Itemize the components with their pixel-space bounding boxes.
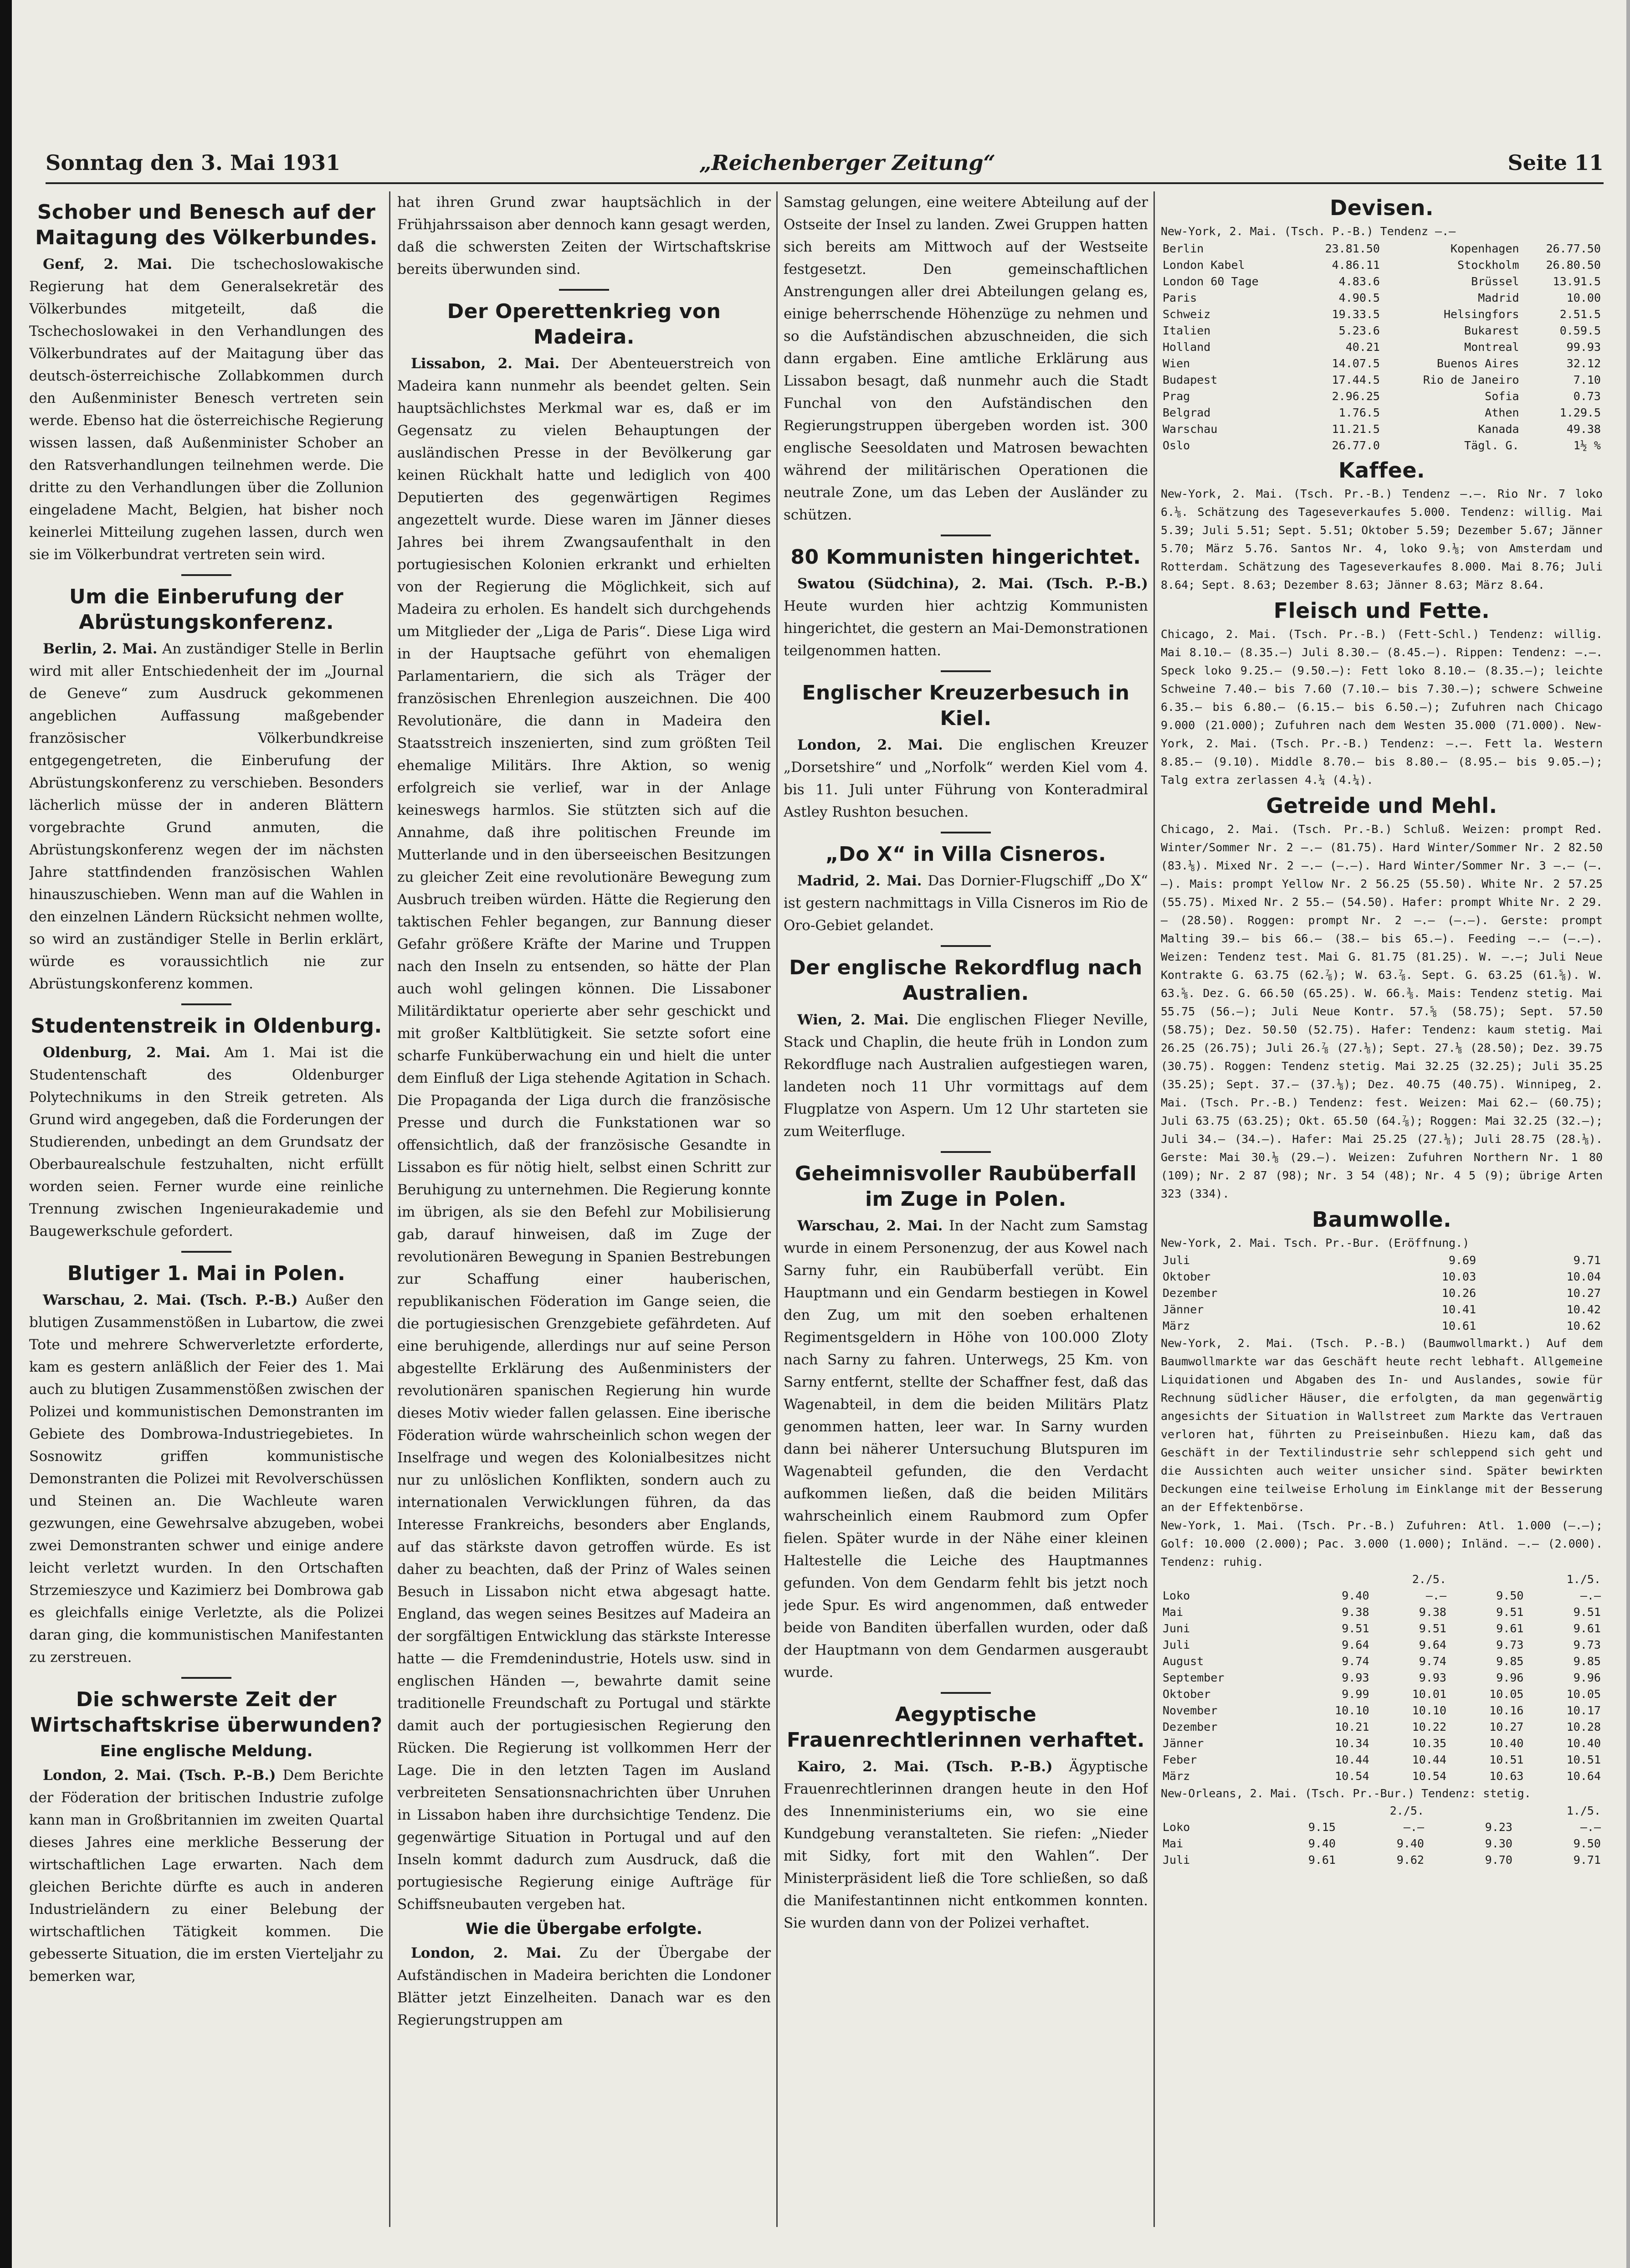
table-row: [1161, 241, 1603, 257]
table-cell: Loko: [1163, 1821, 1190, 1834]
article-body: [784, 1009, 1148, 1143]
table-cell: Juli: [1163, 1638, 1190, 1651]
article-text: In der Nacht zum Samstag wurde in einem Personenzug, der aus Kowel nach Sarny fuhr, ein Raubüberfall verübt. Ein Hauptmann und ein Gendarm bestiegen in Kowel den Zug, um mit den soeben erhaltenen Regimentsgeldern in Höhe von 100.000 Zloty nach Sarny zu fahren. Unterwegs, 25 Km. von Sarny entfernt, stellte der Schaffner fest, daß das Wagenabteil, in dem die beiden Militärs Platz genommen hatten, leer war. In Sarny wurden dann bei näherer Untersuchung Blutspuren im Wagenabteil gefunden, die den Verdacht aufkommen ließen, daß die beiden Militärs wahrscheinlich einem Raubmord zum Opfer fielen. Später wurde in der Nähe einer kleinen Haltestelle die Leiche des Hauptmannes gefunden. Von dem Gendarm fehlt bis jetzt noch jede Spur. Es wird angenommen, daß entweder beide von Banditen überfallen wurden, oder daß der Hauptmann von dem Gendarmen ausgeraubt wurde.: [784, 1218, 1148, 1681]
article-continuation: hat ihren Grund zwar hauptsächlich in der Frühjahrssaison aber dennoch kann gesagt werden, daß die schwersten Zeiten der Wirtschaftskrise bereits überwunden sind.: [397, 194, 771, 278]
table-cell: 9.85: [1573, 1655, 1601, 1668]
table-cell: Mai: [1163, 1837, 1184, 1850]
article-text: Am 1. Mai ist die Studentenschaft des Oldenburger Polytechnikums in den Streik getreten. Als Grund wird angegeben, daß die Forderungen der Studierenden, unbedingt an dem Grundsatz der Oberbaurealschule festzuhalten, nicht erfüllt worden seien. Ferner wurde eine reinliche Trennung zwischen Ingenieurakademie und Baugewerkschule gefordert.: [29, 1044, 384, 1239]
table-cell: 10.54: [1335, 1769, 1369, 1783]
table-cell: Warschau: [1163, 422, 1218, 436]
devisen-table: [1161, 241, 1603, 454]
table-cell: 9.62: [1396, 1853, 1424, 1867]
table-cell: —.—: [1580, 1821, 1601, 1834]
table-cell: 5.23.6: [1338, 324, 1380, 337]
market-section-kaffee: [1161, 458, 1603, 594]
table-cell: 17.44.5: [1332, 373, 1380, 386]
column-4-markets: [1161, 191, 1603, 2227]
article-dateline: Genf, 2. Mai.: [43, 256, 173, 273]
article: [397, 299, 771, 2031]
table-row: [1161, 1819, 1603, 1836]
table-cell: 9.93: [1419, 1671, 1446, 1684]
table-cell: August: [1163, 1655, 1204, 1668]
article-separator: [941, 1692, 991, 1694]
column-rule: [1153, 191, 1155, 2227]
table-cell: 9.96: [1573, 1671, 1601, 1684]
article: [784, 1702, 1148, 1934]
table-cell: 9.51: [1496, 1605, 1524, 1619]
article-dateline: Warschau, 2. Mai. (Tsch. P.-B.): [43, 1292, 298, 1308]
table-cell: 10.05: [1566, 1687, 1601, 1701]
article-separator: [941, 945, 991, 947]
article-continuation: Samstag gelungen, eine weitere Abteilung auf der Ostseite der Insel zu landen. Zwei Gruppen hatten sich bereits am Mittwoch auf der Westseite festgesetzt. Den gemeinschaftlichen Anstrengungen aller drei Abteilungen gelang es, einige beherrschende Höhenzüge zu nehmen und so die Aufständischen abzuschneiden, die sich dann ergaben. Eine amtliche Erklärung aus Lissabon besagt, daß nunmehr auch die Stadt Funchal von den Aufständischen den Regierungstruppen übergeben worden ist. 300 englische Seesoldaten und Matrosen bewachten während der militärischen Operationen die neutrale Zone, um das Leben der Ausländer zu schützen.: [784, 194, 1148, 523]
table-cell: 10.21: [1335, 1720, 1369, 1733]
article-body: [784, 1756, 1148, 1934]
table-row: [1161, 1702, 1603, 1719]
article-dateline: Swatou (Südchina), 2. Mai. (Tsch. P.-B.): [797, 576, 1148, 592]
column-header: 2./5.: [1412, 1573, 1446, 1586]
table-cell: 10.00: [1566, 291, 1601, 304]
article-dateline: Lissabon, 2. Mai.: [411, 355, 560, 372]
table-cell: 9.61: [1496, 1622, 1524, 1635]
table-row: [1161, 1637, 1603, 1653]
table-row: [1161, 1653, 1603, 1670]
table-cell: 9.61: [1573, 1622, 1601, 1635]
table-cell: London 60 Tage: [1163, 275, 1259, 288]
table-cell: Berlin: [1163, 242, 1204, 255]
table-cell: Jänner: [1163, 1737, 1204, 1750]
article-body: [29, 1042, 384, 1243]
table-row: [1161, 1735, 1603, 1752]
table-cell: 9.40: [1342, 1589, 1369, 1602]
table-cell: 32.12: [1566, 357, 1601, 370]
table-row: [1161, 339, 1603, 355]
table-cell: 40.21: [1345, 340, 1380, 354]
table-cell: 9.61: [1308, 1853, 1336, 1867]
table-cell: 10.27: [1566, 1286, 1601, 1300]
table-cell: 10.17: [1566, 1704, 1601, 1717]
table-cell: 10.61: [1441, 1319, 1476, 1332]
article-dateline: Wien, 2. Mai.: [797, 1012, 909, 1028]
article-subheadline: Wie die Übergabe erfolgte.: [466, 1920, 702, 1938]
market-intro: New-York, 1. Mai. (Tsch. Pr.-B.) Zufuhren: Atl. 1.000 (—.—); Golf: 10.000 (2.000); Pac. 3.000 (1.000); Inländ. —.— (2.000). Tendenz: ruhig.: [1161, 1519, 1603, 1569]
table-cell: 9.38: [1419, 1605, 1446, 1619]
article-text: Die englischen Flieger Neville, Stack und Chaplin, die heute früh in London zum Rekordfluge nach Australien aufgestiegen waren, landeten noch 11 Uhr vormittags auf dem Flugplatze von Aspern. Um 12 Uhr starteten sie zum Weiterfluge.: [784, 1012, 1148, 1140]
table-cell: 9.70: [1485, 1853, 1512, 1867]
table-cell: Italien: [1163, 324, 1211, 337]
table-cell: 10.42: [1566, 1303, 1601, 1316]
table-cell: —.—: [1580, 1589, 1601, 1602]
article-headline: Geheimnisvoller Raubüberfall im Zuge in Polen.: [794, 1162, 1137, 1211]
table-cell: 9.15: [1308, 1821, 1336, 1834]
table-cell: Oktober: [1163, 1687, 1211, 1701]
market-intro: New-York, 2. Mai. Tsch. Pr.-Bur. (Eröffnung.): [1161, 1236, 1470, 1250]
article: [29, 584, 384, 995]
article-separator: [559, 289, 609, 291]
article-body: [29, 1289, 384, 1669]
article: [784, 1161, 1148, 1684]
table-row: [1161, 1836, 1603, 1852]
article-text: Heute wurden hier achtzig Kommunisten hingerichtet, die gestern an Mai-Demonstrationen teilgenommen hatten.: [784, 598, 1148, 659]
table-cell: 9.99: [1342, 1687, 1369, 1701]
table-cell: 99.93: [1566, 340, 1601, 354]
table-cell: Kanada: [1478, 422, 1519, 436]
article-headline: Der englische Rekordflug nach Australien.: [789, 956, 1143, 1005]
market-section-baumwolle: [1161, 1207, 1603, 1868]
table-row: [1161, 306, 1603, 323]
table-cell: 10.40: [1566, 1737, 1601, 1750]
header-masthead: „Reichenberger Zeitung“: [699, 150, 996, 175]
table-cell: 2.96.25: [1332, 390, 1380, 403]
article-separator: [941, 670, 991, 672]
article-dateline: London, 2. Mai. (Tsch. P.-B.): [43, 1767, 276, 1784]
market-section-devisen: [1161, 195, 1603, 454]
table-cell: 9.51: [1573, 1605, 1601, 1619]
table-cell: 10.03: [1441, 1270, 1476, 1283]
page-edge-right: [1626, 0, 1630, 2268]
table-cell: 10.51: [1566, 1753, 1601, 1766]
table-cell: 10.63: [1489, 1769, 1524, 1783]
table-cell: 9.73: [1496, 1638, 1524, 1651]
table-cell: 49.38: [1566, 422, 1601, 436]
table-cell: 10.04: [1566, 1270, 1601, 1283]
section-title: Baumwolle.: [1312, 1207, 1452, 1232]
table-cell: 1½ %: [1573, 439, 1601, 452]
market-section-getreide: [1161, 793, 1603, 1203]
table-cell: 9.30: [1485, 1837, 1512, 1850]
article-text: Die tschechoslowakische Regierung hat dem Generalsekretär des Völkerbundes mitgeteilt, daß die Tschechoslowakei in den Verhandlungen des Völkerbundrates auf der Maitagung über das deutsch-österreichische Zollabkommen durch den Außenminister Benesch vertreten sein werde. Ebenso hat die österreichische Regierung wissen lassen, daß Außenminister Schober an den Ratsverhandlungen teilnehmen werde. Die dritte zu den Verhandlungen über die Zollunion eingeladene Macht, Belgien, hat bisher noch keinerlei Mitteilung zugehen lassen, durch wen sie im Völkerbundrat vertreten sein wird.: [29, 256, 384, 563]
article-headline: Blutiger 1. Mai in Polen.: [67, 1262, 346, 1285]
table-cell: Stockholm: [1457, 258, 1519, 272]
article-headline: Schober und Benesch auf der Maitagung des Völkerbundes.: [35, 201, 378, 249]
table-cell: März: [1163, 1769, 1190, 1783]
market-text: Chicago, 2. Mai. (Tsch. Pr.-B.) Schluß. Weizen: prompt Red. Winter/Sommer Nr. 2 —.— (81.75). Hard Winter/Sommer Nr. 2 82.50 (83.⅛). Mixed Nr. 2 —.— (—.—). Hard Winter/Sommer Nr. 3 —.— (—.—). Mais: prompt Yellow Nr. 2 56.25 (55.50). White Nr. 2 57.25 (55.75). Mixed Nr. 2 55.— (54.50). Hafer: prompt White Nr. 2 29.— (28.50). Roggen: prompt Nr. 2 —.— (—.—). Gerste: prompt Malting 39.— bis 66.— (38.— bis 65.—). Feeding —.— (—.—). Weizen: Tendenz test. Mai G. 81.75 (81.25). W. —.—; Juli Neue Kontrakte G. 63.75 (62.⅞); W. 63.⅞. Sept. G. 63.25 (61.⅝). W. 63.⅝. Dez. G. 66.50 (65.25). W. 66.⅜. Mais: Tendenz stetig. Mai 55.75 (56.—); Juli Neue Kontr. 57.⅝ (58.75); Sept. 57.50 (58.75); Dez. 50.50 (52.75). Hafer: Tendenz: kaum stetig. Mai 26.25 (26.75); Juli 26.⅞ (27.⅛); Sept. 27.⅛ (28.50); Dez. 39.75 (30.75). Roggen: Tendenz stetig. Mai 32.25 (32.25); Juli 35.25 (35.25); Sept. 37.— (37.⅛); Dez. 40.75 (40.75). Winnipeg, 2. Mai. (Tsch. Pr.-B.) Tendenz: fest. Weizen: Mai 62.— (60.75); Juli 63.75 (63.25); Okt. 65.50 (64.⅞); Roggen: Mai 32.25 (32.—); Juli 34.— (34.—). Hafer: Mai 25.25 (27.⅛); Juli 28.75 (28.⅛). Gerste: Mai 30.⅛ (29.—). Weizen: Zufuhren Northern Nr. 1 80 (109); Nr. 2 87 (98); Nr. 3 54 (48); Nr. 4 5 (9); übrige Arten 323 (334).: [1161, 823, 1603, 1200]
table-cell: 0.73: [1573, 390, 1601, 403]
table-cell: 10.54: [1412, 1769, 1446, 1783]
table-cell: 7.10: [1573, 373, 1601, 386]
article-body: [784, 870, 1148, 937]
table-row: [1161, 388, 1603, 405]
table-row: [1161, 1670, 1603, 1686]
table-cell: Oktober: [1163, 1270, 1211, 1283]
table-cell: 1.76.5: [1338, 406, 1380, 419]
table-row: [1161, 421, 1603, 437]
table-cell: 13.91.5: [1553, 275, 1601, 288]
table-cell: 10.05: [1489, 1687, 1524, 1701]
table-cell: 23.81.50: [1325, 242, 1380, 255]
market-text: New-York, 2. Mai. (Tsch. P.-B.) (Baumwollmarkt.) Auf dem Baumwollmarkte war das Geschäft heute recht lebhaft. Allgemeine Liquidationen und Abgaben des In- und Auslandes, sowie für Rechnung südlicher Häuser, die erfolgten, da man gegenwärtig angesichts der Situation in Wallstreet zum Markte das Vertrauen verloren hat, führten zu Preiseinbußen. Hiezu kam, daß das Geschäft in der Textilindustrie sehr schleppend sich geht und die Aussichten auch weiter unsicher sind. Später bewirkten Deckungen eine teilweise Erholung im Einklange mit der Besserung an der Effektenbörse.: [1161, 1337, 1603, 1514]
table-cell: 10.64: [1566, 1769, 1601, 1783]
article: [784, 842, 1148, 937]
table-row: [1161, 257, 1603, 273]
table-cell: 26.77.50: [1546, 242, 1601, 255]
page-header: [46, 146, 1604, 182]
table-cell: 9.40: [1308, 1837, 1336, 1850]
article-headline: Studentenstreik in Oldenburg.: [31, 1014, 382, 1038]
table-cell: Madrid: [1478, 291, 1519, 304]
article-separator: [941, 535, 991, 536]
table-cell: Juni: [1163, 1622, 1190, 1635]
article: [29, 200, 384, 566]
article-headline: Englischer Kreuzerbesuch in Kiel.: [802, 681, 1130, 730]
table-cell: Prag: [1163, 390, 1190, 403]
table-row: [1161, 437, 1603, 454]
table-cell: Budapest: [1163, 373, 1218, 386]
table-cell: 4.90.5: [1338, 291, 1380, 304]
table-row: [1161, 323, 1603, 339]
column-header: 2./5.: [1389, 1804, 1424, 1817]
table-cell: Kopenhagen: [1451, 242, 1519, 255]
table-cell: 9.50: [1573, 1837, 1601, 1850]
table-cell: 4.83.6: [1338, 275, 1380, 288]
article-dateline: Oldenburg, 2. Mai.: [43, 1044, 210, 1061]
article-dateline: London, 2. Mai.: [411, 1945, 562, 1961]
article-body: [29, 253, 384, 566]
column-rule: [389, 191, 390, 2227]
table-cell: Holland: [1163, 340, 1211, 354]
header-page-number: Seite 11: [1507, 150, 1604, 175]
table-cell: 9.73: [1573, 1638, 1601, 1651]
table-cell: 10.51: [1489, 1753, 1524, 1766]
section-title: Kaffee.: [1338, 458, 1425, 483]
table-row: [1161, 1604, 1603, 1620]
table-row: [1161, 1318, 1603, 1334]
table-cell: 9.23: [1485, 1821, 1512, 1834]
table-cell: 9.69: [1448, 1254, 1476, 1267]
table-row: [1161, 1620, 1603, 1637]
table-cell: 9.74: [1419, 1655, 1446, 1668]
page-edge-left: [0, 0, 12, 2268]
article: [784, 955, 1148, 1143]
table-cell: 9.50: [1496, 1589, 1524, 1602]
table-cell: 9.64: [1419, 1638, 1446, 1651]
table-cell: Dezember: [1163, 1720, 1218, 1733]
table-cell: 10.22: [1412, 1720, 1446, 1733]
table-cell: 2.51.5: [1559, 308, 1601, 321]
article-text: Außer den blutigen Zusammenstößen in Lubartow, die zwei Tote und mehrere Schwerverletzte erforderte, kam es gestern anläßlich der Feier des 1. Mai auch zu blutigen Zusammenstößen zwischen der Polizei und kommunistischen Demonstranten im Gebiete des Dombrowa-Industriegebietes. In Sosnowitz griffen kommunistische Demonstranten die Polizei mit Revolverschüssen und Steinen an. Die Wachleute waren gezwungen, eine Gewehrsalve abzugeben, wobei zwei Demonstranten schwer und einige andere leicht verletzt wurden. In den Ortschaften Strzemieszyce und Kazimierz bei Dombrowa gab es gleichfalls einige Verletzte, als die Polizei daran ging, die kommunistischen Manifestanten zu zerstreuen.: [29, 1292, 384, 1666]
market-section-fleisch: [1161, 598, 1603, 789]
table-cell: Tägl. G.: [1464, 439, 1519, 452]
article-text: Zu der Übergabe der Aufständischen in Madeira berichten die Londoner Blätter jetzt Einzelheiten. Danach war es den Regierungstruppen am: [397, 1945, 771, 2028]
table-cell: 9.74: [1342, 1655, 1369, 1668]
table-cell: 10.10: [1335, 1704, 1369, 1717]
table-cell: Montreal: [1464, 340, 1519, 354]
table-cell: Buenos Aires: [1436, 357, 1519, 370]
table-cell: Rio de Janeiro: [1423, 373, 1519, 386]
table-cell: Feber: [1163, 1753, 1197, 1766]
table-row: [1161, 1686, 1603, 1702]
table-row: [1161, 355, 1603, 372]
article-body: [397, 1942, 771, 2031]
article: [29, 1261, 384, 1669]
table-cell: 10.10: [1412, 1704, 1446, 1717]
table-cell: 10.41: [1441, 1303, 1476, 1316]
article-subheadline: Eine englische Meldung.: [100, 1742, 313, 1760]
article-dateline: Warschau, 2. Mai.: [797, 1218, 943, 1234]
article-body: [397, 353, 771, 1916]
table-row: [1161, 1269, 1603, 1285]
table-cell: Juli: [1163, 1853, 1190, 1867]
article-dateline: London, 2. Mai.: [797, 737, 943, 753]
article-dateline: Kairo, 2. Mai. (Tsch. P.-B.): [797, 1759, 1053, 1775]
table-cell: 9.51: [1419, 1622, 1446, 1635]
table-cell: Jänner: [1163, 1303, 1204, 1316]
table-cell: 9.96: [1496, 1671, 1524, 1684]
column-3: [784, 191, 1148, 2227]
table-cell: 10.28: [1566, 1720, 1601, 1733]
table-row: [1161, 1852, 1603, 1868]
table-cell: Athen: [1485, 406, 1519, 419]
section-title: Getreide und Mehl.: [1266, 793, 1497, 818]
article-separator: [941, 832, 991, 833]
table-row: [1161, 1588, 1603, 1604]
table-cell: 10.26: [1441, 1286, 1476, 1300]
article-dateline: Madrid, 2. Mai.: [797, 873, 922, 889]
baumwolle-table-opening: [1161, 1252, 1603, 1334]
table-cell: Juli: [1163, 1254, 1190, 1267]
table-cell: 10.62: [1566, 1319, 1601, 1332]
column-header: 1./5.: [1566, 1573, 1601, 1586]
article-text: Die englischen Kreuzer „Dorsetshire“ und „Norfolk“ werden Kiel vom 4. bis 11. Juli unter Führung von Konteradmiral Astley Rushton besuchen.: [784, 737, 1148, 820]
table-cell: 10.01: [1412, 1687, 1446, 1701]
article-headline: Um die Einberufung der Abrüstungskonferenz.: [69, 585, 344, 634]
table-cell: Paris: [1163, 291, 1197, 304]
table-cell: März: [1163, 1319, 1190, 1332]
table-cell: 0.59.5: [1559, 324, 1601, 337]
table-cell: 9.38: [1342, 1605, 1369, 1619]
table-cell: Bukarest: [1464, 324, 1519, 337]
header-date: Sonntag den 3. Mai 1931: [46, 150, 341, 175]
column-header: 1./5.: [1566, 1804, 1601, 1817]
table-row: [1161, 1719, 1603, 1735]
article-text: Der Abenteuerstreich von Madeira kann nunmehr als beendet gelten. Sein hauptsächlichstes Merkmal war es, daß er im Gegensatz zu vielen Behauptungen der ausländischen Presse in der Bevölkerung gar keinen Rückhalt hatte und lediglich von 400 Deputierten des gegenwärtigen Regimes angezettelt wurde. Diese waren im Jänner dieses Jahres bei ihrem Zwangsaufenthalt in den portugiesischen Kolonien erkrankt und erhielten von der Regierung die Möglichkeit, sich auf Madeira zu erholen. Es handelt sich durchgehends um Mitglieder der „Liga de Paris“. Diese Liga wird in der Hauptsache geführt von ehemaligen Parlamentariern, die sich als Träger der französischen Ehrenlegion auszeichnen. Die 400 Revolutionäre, die dann in Madeira den Staatsstreich inszenierten, sind zum größten Teil ehemalige Militärs. Ihre Aktion, so wenig erfolgreich sie verlief, war in der Anlage keineswegs harmlos. Sie stützten sich auf die Annahme, daß ihre politischen Freunde im Mutterlande und in den überseeischen Besitzungen zu gleicher Zeit eine revolutionäre Bewegung zum Ausbruch treiben würden. Hätte die Regierung den taktischen Fehler begangen, zur Bannung dieser Gefahr größere Kräfte der Marine und Truppen nach den Inseln zu entsenden, so hätte der Plan auch wohl gelingen können. Die Lissaboner Militärdiktatur operierte aber sehr geschickt und mit großer Kaltblütigkeit. Sie setzte sofort eine scharfe Funküberwachung ein und hielt die unter dem Einfluß der Liga stehende Agitation in Schach. Die Propaganda der Liga durch die französische Presse und durch die Funkstationen war so offensichtlich, daß der französische Gesandte in Lissabon es für nötig hielt, selbst einen Schritt zur Beruhigung zu unternehmen. Die Regierung konnte im übrigen, als sie den Befehl zur Mobilisierung gab, darauf hinweisen, daß im Zuge der revolutionären Bewegung in Spanien Bestrebungen zur Schaffung einer hauberischen, republikanischen Föderation im Gange seien, die die portugiesischen Grenzgebiete gefährdeten. Auf eine beruhigende, allerdings nur auf seine Person abgestellte Erklärung des Außenministers der revolutionären spanischen Regierung hin wurde dieses Motiv wieder fallen gelassen. Eine iberische Föderation würde wahrscheinlich schon wegen der Inselfrage und wegen des Kolonialbesitzes nicht nur zu unlöslichen Konflikten, sondern auch zu internationalen Verwicklungen führen, da das Interesse Frankreichs, besonders aber Englands, auf das stärkste davon getroffen würde. Es ist daher zu beachten, daß der Prinz of Wales seinen Besuch in Lissabon nicht etwa abgesagt hatte. England, das wegen seines Besitzes auf Madeira an der sorgfältigen Entwicklung das stärkste Interesse hatte — die Fremdenindustrie, Hotels usw. sind in englischen Händen —, bewahrte damit seine traditionelle Freundschaft zu Portugal und stärkte damit auch der portugiesischen Regierung den Rücken. Die Regierung ist vollkommen Herr der Lage. Die in den letzten Tagen im Ausland verbreiteten Sensationsnachrichten über Unruhen in Lissabon haben ihre durchsichtige Tendenz. Die gegenwärtige Situation in Portugal und auf den Inseln kommt dadurch zum Ausdruck, daß die portugiesische Regierung einige Aufträge für Schiffsneubauten vergeben hat.: [397, 355, 771, 1913]
article-body: [784, 573, 1148, 662]
table-cell: 9.93: [1342, 1671, 1369, 1684]
table-cell: 4.86.11: [1332, 258, 1380, 272]
article-body: [29, 1764, 384, 1988]
table-row: [1161, 1752, 1603, 1768]
table-cell: 9.51: [1342, 1622, 1369, 1635]
article-body: [784, 1215, 1148, 1684]
table-cell: Dezember: [1163, 1286, 1218, 1300]
table-cell: Schweiz: [1163, 308, 1211, 321]
article-text: Das Dornier-Flugschiff „Do X“ ist gestern nachmittags in Villa Cisneros im Rio de Oro-Gebiet gelandet.: [784, 873, 1148, 934]
table-row: [1161, 405, 1603, 421]
market-text: Chicago, 2. Mai. (Tsch. Pr.-B.) (Fett-Schl.) Tendenz: willig. Mai 8.10.— (8.35.—) Juli 8.30.— (8.45.—). Rippen: Tendenz: —.—. Speck loko 9.25.— (9.50.—): Fett loko 8.10.— (8.35.—); leichte Schweine 7.40.— bis 7.60 (7.10.— bis 7.30.—); schwere Schweine 6.35.— bis 6.80.— (6.15.— bis 6.50.—); Zufuhren nach Chicago 9.000 (21.000); Zufuhren nach dem Westen 35.000 (71.000). New-York, 2. Mai. (Tsch. Pr.-B.) Tendenz: —.—. Fett la. Western 8.85.— (9.10). Middle 8.70.— bis 8.80.— (8.95.— bis 9.05.—); Talg extra zerlassen 4.¼ (4.¼).: [1161, 627, 1603, 787]
table-cell: 10.35: [1412, 1737, 1446, 1750]
table-cell: 26.77.0: [1332, 439, 1380, 452]
table-row: [1161, 1285, 1603, 1301]
table-row: [1161, 1301, 1603, 1318]
column-rule: [776, 191, 778, 2227]
table-cell: 9.71: [1573, 1254, 1601, 1267]
market-text: New-York, 2. Mai. (Tsch. Pr.-B.) Tendenz —.—. Rio Nr. 7 loko 6.⅛. Schätzung des Tageseverkaufes 5.000. Tendenz: willig. Mai 5.39; Juli 5.51; Sept. 5.51; Oktober 5.59; Dezember 5.67; Jänner 5.70; März 5.76. Santos Nr. 4, loko 9.⅛; von Amsterdam und Rotterdam. Schätzung des Tageseverkaufes 8.000. Mai 8.76; Juli 8.64; Sept. 8.63; Dezember 8.63; Jänner 8.63; März 8.64.: [1161, 487, 1603, 591]
section-title: Devisen.: [1330, 195, 1434, 220]
table-cell: Wien: [1163, 357, 1190, 370]
article-separator: [181, 1677, 231, 1679]
table-cell: 11.21.5: [1332, 422, 1380, 436]
article-body: [29, 638, 384, 995]
baumwolle-table-newyork: [1161, 1571, 1603, 1785]
article-text: Ägyptische Frauenrechtlerinnen drangen heute in den Hof des Innenministeriums ein, wo sie eine Kundgebung veranstalteten. Sie riefen: „Nieder mit Sidky, fort mit den Wahlen“. Der Ministerpräsident ließ die Tore schließen, so daß die Manifestantinnen nicht entkommen konnten. Sie wurden dann von der Polizei verhaftet.: [784, 1759, 1148, 1931]
table-cell: —.—: [1425, 1589, 1446, 1602]
market-intro: New-Orleans, 2. Mai. (Tsch. Pr.-Bur.) Tendenz: stetig.: [1161, 1787, 1531, 1800]
article-separator: [181, 1003, 231, 1005]
article-headline: Aegyptische Frauenrechtlerinnen verhaftet.: [787, 1703, 1145, 1752]
article-separator: [941, 1151, 991, 1153]
article: [29, 1687, 384, 1988]
table-cell: 10.44: [1412, 1753, 1446, 1766]
table-cell: September: [1163, 1671, 1225, 1684]
article: [784, 680, 1148, 823]
table-cell: Helsingfors: [1443, 308, 1519, 321]
article-separator: [181, 1251, 231, 1253]
article-body: [784, 734, 1148, 823]
table-cell: Brüssel: [1471, 275, 1519, 288]
table-row: [1161, 372, 1603, 388]
article-dateline: Berlin, 2. Mai.: [43, 641, 158, 657]
market-intro: New-York, 2. Mai. (Tsch. P.-B.) Tendenz —.—: [1161, 225, 1456, 238]
section-title: Fleisch und Fette.: [1273, 598, 1490, 623]
column-1: [29, 191, 384, 2227]
article-headline: Die schwerste Zeit der Wirtschaftskrise überwunden?: [30, 1688, 383, 1737]
table-cell: Oslo: [1163, 439, 1190, 452]
table-cell: 9.40: [1396, 1837, 1424, 1850]
column-2: [397, 191, 771, 2227]
table-cell: 9.71: [1573, 1853, 1601, 1867]
table-cell: 14.07.5: [1332, 357, 1380, 370]
article-text: An zuständiger Stelle in Berlin wird mit aller Entschiedenheit der im „Journal de Geneve“ zum Ausdruck gekommenen angeblichen Auffassung maßgebender französischer Völkerbundkreise entgegengetreten, die Einberufung der Abrüstungskonferenz zu verschieben. Besonders lächerlich müsse der in anderen Blättern vorgebrachte Grund anmuten, die Abrüstungskonferenz wegen der im nächsten Jahre stattfindenden französischen Wahlen hinauszuschieben. Wenn man auf die Wahlen in den einzelnen Ländern Rücksicht nehmen wollte, so wird an zuständiger Stelle in Berlin erklärt, würde es voraussichtlich nie zur Abrüstungskonferenz kommen.: [29, 641, 384, 992]
table-cell: 10.16: [1489, 1704, 1524, 1717]
table-cell: Belgrad: [1163, 406, 1211, 419]
article-text: Dem Berichte der Föderation der britischen Industrie zufolge kann man in Großbritannien im zweiten Quartal dieses Jahres eine merkliche Besserung der wirtschaftlichen Lage erwarten. Nach dem gleichen Berichte dürfte es auch in anderen Industrieländern zu einer Belebung der wirtschaftlichen Tätigkeit kommen. Die gebesserte Situation, die im ersten Vierteljahr zu bemerken war,: [29, 1767, 384, 1985]
article-separator: [181, 574, 231, 576]
table-cell: 1.29.5: [1559, 406, 1601, 419]
table-cell: Loko: [1163, 1589, 1190, 1602]
baumwolle-table-neworleans: [1161, 1803, 1603, 1868]
table-cell: 10.27: [1489, 1720, 1524, 1733]
table-cell: Sofia: [1485, 390, 1519, 403]
table-cell: 19.33.5: [1332, 308, 1380, 321]
table-cell: London Kabel: [1163, 258, 1245, 272]
table-cell: Mai: [1163, 1605, 1184, 1619]
table-cell: 10.44: [1335, 1753, 1369, 1766]
article-headline: „Do X“ in Villa Cisneros.: [825, 843, 1107, 866]
table-cell: —.—: [1403, 1821, 1424, 1834]
table-row: [1161, 273, 1603, 290]
table-cell: November: [1163, 1704, 1218, 1717]
article: [29, 1013, 384, 1243]
table-row: [1161, 1768, 1603, 1785]
article: [784, 545, 1148, 662]
header-rule: [46, 182, 1604, 184]
table-row: [1161, 290, 1603, 306]
table-cell: 26.80.50: [1546, 258, 1601, 272]
table-cell: 9.85: [1496, 1655, 1524, 1668]
article-headline: Der Operettenkrieg von Madeira.: [447, 300, 721, 349]
table-cell: 9.64: [1342, 1638, 1369, 1651]
table-cell: 10.34: [1335, 1737, 1369, 1750]
article-headline: 80 Kommunisten hingerichtet.: [790, 545, 1141, 569]
table-cell: 10.40: [1489, 1737, 1524, 1750]
table-row: [1161, 1252, 1603, 1269]
